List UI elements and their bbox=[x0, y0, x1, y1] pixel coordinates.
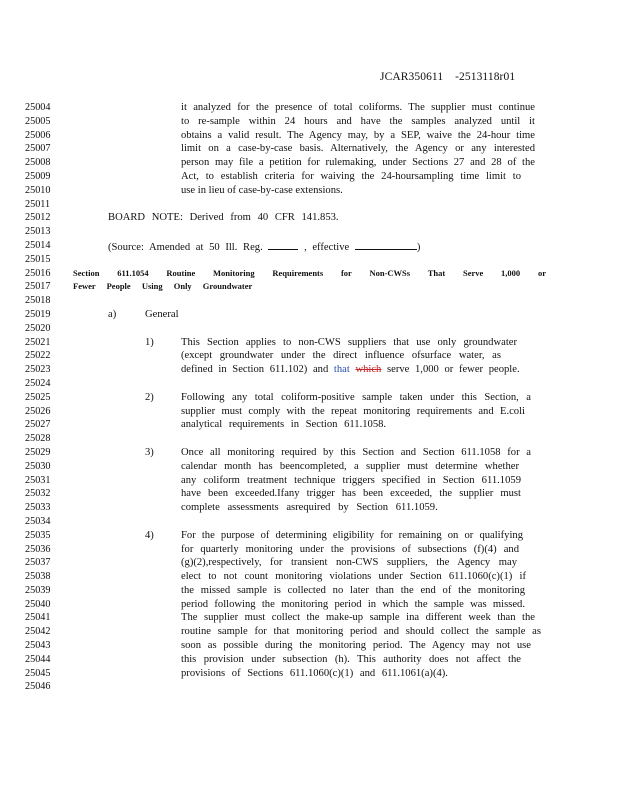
line-number: 25016 bbox=[25, 267, 51, 279]
line-number: 25020 bbox=[25, 322, 51, 334]
item1-last-prefix: defined in Section 611.102) and bbox=[181, 364, 329, 376]
item1-last-suffix: serve 1,000 or fewer people. bbox=[387, 364, 520, 376]
section-title-line2: Fewer People Using Only Groundwater bbox=[73, 281, 253, 292]
line-number: 25040 bbox=[25, 598, 51, 610]
line-number: 25009 bbox=[25, 170, 51, 182]
intro-line: person may file a petition for rulemaking, under Sections 27 and 28 of the bbox=[181, 157, 535, 169]
item3-label: 3) bbox=[145, 446, 154, 458]
subsection-a-title: General bbox=[145, 308, 179, 320]
intro-line: limit on a case-by-case basis. Alternatively, the Agency or any interested bbox=[181, 143, 535, 155]
line-number: 25017 bbox=[25, 281, 51, 293]
line-number: 25029 bbox=[25, 446, 51, 458]
source-prefix: (Source: Amended at 50 Ill. Reg. bbox=[108, 241, 263, 253]
source-close: ) bbox=[416, 241, 421, 253]
line-number: 25033 bbox=[25, 502, 51, 514]
board-note: BOARD NOTE: Derived from 40 CFR 141.853. bbox=[108, 212, 339, 224]
item4-line: soon as possible during the monitoring period. The Agency may not use bbox=[181, 640, 531, 652]
line-number: 25007 bbox=[25, 143, 51, 155]
item2-line: supplier must comply with the repeat monitoring requirements and E.coli bbox=[181, 405, 525, 417]
intro-line: to re-sample within 24 hours and have the samples analyzed until it bbox=[181, 115, 535, 127]
line-number: 25023 bbox=[25, 364, 51, 376]
blank-effective-date bbox=[355, 239, 417, 250]
item4-line: For the purpose of determining eligibility for remaining on or qualifying bbox=[181, 529, 523, 541]
intro-line: it analyzed for the presence of total coliforms. The supplier must continue bbox=[181, 102, 535, 113]
line-number: 25008 bbox=[25, 157, 51, 169]
line-number: 25025 bbox=[25, 391, 51, 403]
source-effective: , effective bbox=[304, 241, 350, 253]
line-number: 25024 bbox=[25, 377, 51, 389]
intro-line: obtains a valid result. The Agency may, by a SEP, waive the 24-hour time bbox=[181, 129, 535, 141]
item4-label: 4) bbox=[145, 529, 154, 541]
item4-line: provisions of Sections 611.1060(c)(1) and 611.1061(a)(4). bbox=[181, 667, 448, 679]
item3-line: any coliform treatment technique triggers specified in Section 611.1059 bbox=[181, 474, 521, 486]
item4-line: this provision under subsection (h). This authority does not affect the bbox=[181, 653, 521, 665]
intro-line: use in lieu of case-by-case extensions. bbox=[181, 184, 343, 196]
inserted-text: that bbox=[333, 364, 350, 376]
item4-line: period following the monitoring period in which the sample was missed. bbox=[181, 598, 525, 610]
line-number: 25038 bbox=[25, 571, 51, 583]
line-number: 25043 bbox=[25, 640, 51, 652]
line-number: 25027 bbox=[25, 419, 51, 431]
line-number: 25004 bbox=[25, 102, 51, 113]
deleted-text: which bbox=[355, 364, 382, 376]
item2-line: analytical requirements in Section 611.1058. bbox=[181, 419, 387, 431]
line-number: 25044 bbox=[25, 653, 51, 665]
blank-register-volume bbox=[268, 239, 298, 250]
line-number: 25010 bbox=[25, 184, 51, 196]
item3-line: complete assessments asrequired by Section 611.1059. bbox=[181, 502, 438, 514]
intro-line: Act, to establish criteria for waiving the 24-hoursampling time limit to bbox=[181, 170, 521, 182]
line-number: 25012 bbox=[25, 212, 51, 224]
document-body bbox=[25, 101, 585, 694]
item2-label: 2) bbox=[145, 391, 154, 403]
line-number: 25028 bbox=[25, 433, 51, 445]
line-number: 25013 bbox=[25, 226, 51, 238]
line-number: 25031 bbox=[25, 474, 51, 486]
line-number: 25015 bbox=[25, 253, 51, 265]
item4-line: for quarterly monitoring under the provisions of subsections (f)(4) and bbox=[181, 543, 519, 555]
line-number: 25018 bbox=[25, 295, 51, 307]
line-number: 25045 bbox=[25, 667, 51, 679]
item1-line: (except groundwater under the direct influence ofsurface water, as bbox=[181, 350, 501, 362]
line-number: 25022 bbox=[25, 350, 51, 362]
item4-line: (g)(2),respectively, for transient non-CWS suppliers, the Agency may bbox=[181, 557, 517, 569]
line-number: 25021 bbox=[25, 336, 51, 348]
line-number: 25035 bbox=[25, 529, 51, 541]
document-header: JCAR350611 -2513118r01 bbox=[380, 71, 516, 83]
line-number: 25042 bbox=[25, 626, 51, 638]
section-title-line1: Section 611.1054 Routine Monitoring Requirements for Non-CWSs That Serve 1,000 or bbox=[73, 267, 546, 278]
item1-last-line bbox=[181, 363, 520, 377]
item1-line: This Section applies to non-CWS suppliers that use only groundwater bbox=[181, 336, 517, 348]
line-number: 25026 bbox=[25, 405, 51, 417]
item3-line: Once all monitoring required by this Section and Section 611.1058 for a bbox=[181, 446, 531, 458]
line-number: 25019 bbox=[25, 308, 51, 320]
line-number: 25034 bbox=[25, 515, 51, 527]
item4-line: routine sample for that monitoring period and should collect the sample as bbox=[181, 626, 541, 638]
line-number: 25041 bbox=[25, 612, 51, 624]
item1-label: 1) bbox=[145, 336, 154, 348]
line-number: 25005 bbox=[25, 115, 51, 127]
item4-line: the missed sample is collected no later than the end of the monitoring bbox=[181, 584, 525, 596]
line-number: 25006 bbox=[25, 129, 51, 141]
line-number: 25036 bbox=[25, 543, 51, 555]
line-number: 25037 bbox=[25, 557, 51, 569]
subsection-a-label: a) bbox=[108, 308, 117, 320]
line-number: 25046 bbox=[25, 681, 51, 693]
line-number: 25039 bbox=[25, 584, 51, 596]
item2-line: Following any total coliform-positive sample taken under this Section, a bbox=[181, 391, 531, 403]
line-number: 25030 bbox=[25, 460, 51, 472]
item3-line: have been exceeded.Ifany trigger has been exceeded, the supplier must bbox=[181, 488, 521, 500]
item4-line: The supplier must collect the make-up sample ina different week than the bbox=[181, 612, 535, 624]
line-number: 25011 bbox=[25, 198, 51, 210]
line-number: 25014 bbox=[25, 239, 51, 251]
item3-line: calendar month has beencompleted, a supplier must determine whether bbox=[181, 460, 519, 472]
item4-line: elect to not count monitoring violations under Section 611.1060(c)(1) if bbox=[181, 571, 526, 583]
line-number: 25032 bbox=[25, 488, 51, 500]
